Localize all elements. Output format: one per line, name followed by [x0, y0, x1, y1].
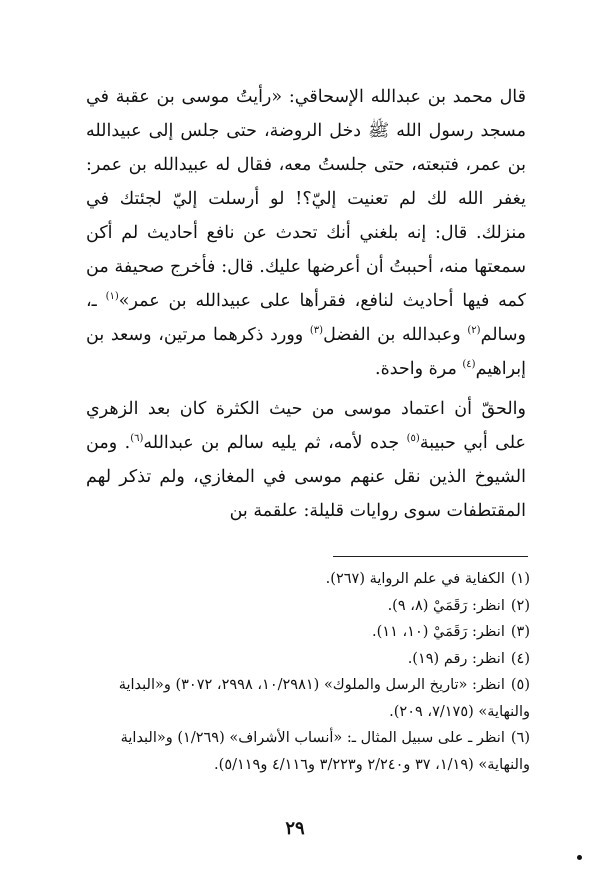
footnote-4 [86, 646, 530, 673]
footnote-text: انظر: رَقَمَيْ (١٠، ١١). [372, 624, 505, 640]
scan-mark [577, 855, 582, 860]
footnote-number: (٢) [510, 597, 530, 614]
footnote-number: (١) [510, 571, 530, 587]
footnotes [86, 566, 530, 778]
footnote-ref-5: (٥) [406, 433, 420, 445]
page-number: ٢٩ [285, 818, 305, 839]
footnote-text: الكفاية في علم الرواية (٢٦٧). [325, 571, 505, 587]
paragraph-1 [86, 80, 526, 386]
text-run: . ومن الشيوخ الذين نقل عنهم موسى في المغازي، ولم تذكر لهم المقتطفات سوى روايات قليلة: علقمة بن [86, 433, 526, 521]
footnote-number: (٥) [510, 677, 530, 693]
footnote-text: انظر: رَقَمَيْ (٨، ٩). [387, 597, 505, 614]
footnote-1 [86, 566, 530, 593]
paragraph-2 [86, 392, 526, 528]
footnote-2 [86, 593, 530, 620]
text-run: وعبدالله بن الفضل [323, 325, 468, 345]
footnote-ref-2: (٢) [467, 325, 481, 337]
text-run: مرة واحدة. [375, 359, 463, 379]
footnote-3 [86, 619, 530, 646]
text-run: قال محمد بن عبدالله الإسحاقي: «رأيتُ موسى بن عقبة في مسجد رسول الله ﷺ دخل الروضة، حتى جلس إلى عبيدالله بن عمر، فتبعته، حتى جلستُ معه، فقال له عبيدالله بن عمر: يغفر الله لك لم تعنيت إليّ؟! لو أرسلت إليّ لجئتك في منزلك. قال: إنه بلغني أنك تحدث عن نافع أحاديث لم أكن سمعتها منه، أحببتُ أن أعرضها عليك. قال: فأخرج صحيفة من كمه فيها أحاديث لنافع، فقرأها على عبيدالله بن عمر» [86, 87, 526, 311]
text-run: والحقّ أن اعتماد موسى من حيث الكثرة كان بعد الزهري على أبي حبيبة [86, 399, 526, 453]
text-run: ـ، وسالم [86, 291, 526, 345]
footnote-ref-1: (١) [105, 291, 119, 303]
footnote-text: انظر ـ على سبيل المثال ـ: «أنساب الأشراف» (١/٢٦٩) و«البداية والنهاية» (١/١٩، ٣٧ و٢/٢٤٠ و٣/٢٢٣ و٤/١١٦ و٥/١١٩). [120, 730, 530, 773]
main-text [86, 80, 526, 528]
text-run: وورد ذكرهما مرتين، وسعد بن إبراهيم [86, 325, 526, 379]
footnote-text: انظر: رقم (١٩). [407, 650, 505, 667]
footnote-6 [86, 725, 530, 778]
footnote-ref-3: (٣) [309, 325, 324, 337]
footnote-ref-6: (٦) [130, 433, 144, 445]
footnote-number: (٤) [510, 650, 530, 667]
footnote-text: انظر: «تاريخ الرسل والملوك» (١٠/٢٩٨١، ٢٩٩٨، ٣٠٧٢) و«البداية والنهاية» (٧/١٧٥، ٢٠٩). [118, 677, 530, 720]
text-run: جده لأمه، ثم يليه سالم بن عبدالله [143, 433, 407, 453]
footnote-number: (٦) [510, 730, 530, 746]
footnote-ref-4: (٤) [462, 359, 476, 371]
footnote-number: (٣) [510, 624, 530, 640]
footnote-5 [86, 672, 530, 725]
footnote-divider [333, 556, 528, 557]
